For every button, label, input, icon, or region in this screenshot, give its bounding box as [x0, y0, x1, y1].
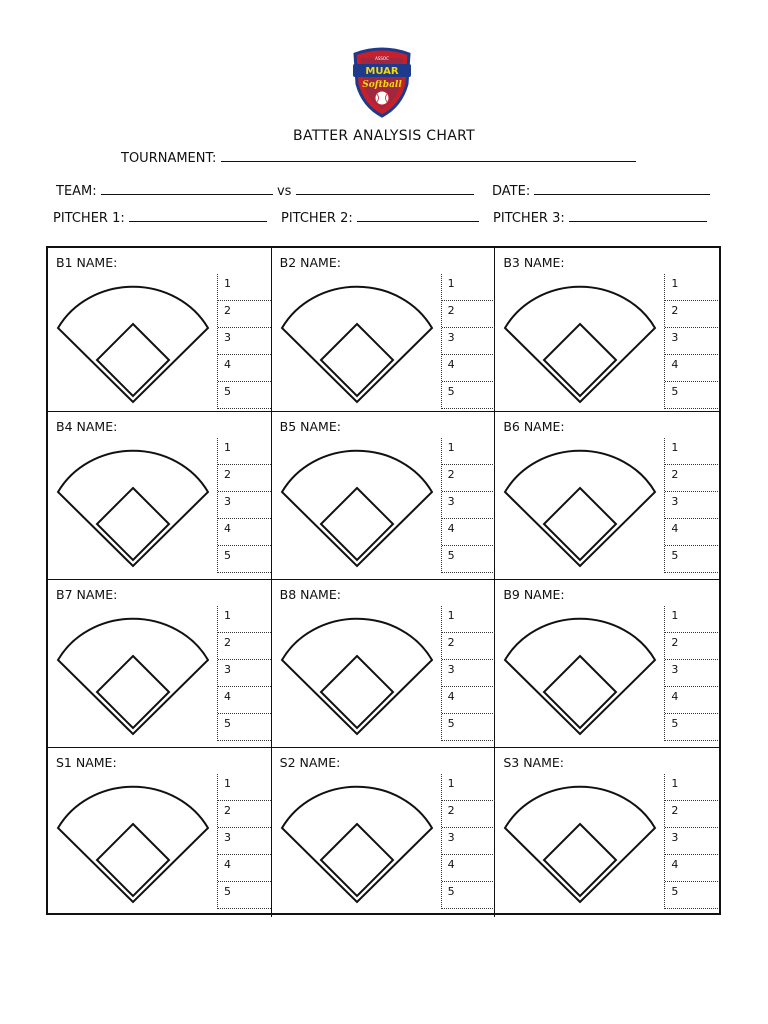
at-bat-box[interactable]: 2: [218, 301, 271, 328]
pitcher3-label: PITCHER 3:: [493, 211, 565, 226]
team-label: TEAM:: [56, 184, 97, 199]
at-bat-box[interactable]: 4: [665, 687, 718, 714]
pitcher3-field[interactable]: [569, 210, 707, 222]
batter-name-label: B7 NAME:: [56, 587, 118, 602]
svg-text:Softball: Softball: [362, 80, 402, 90]
batter-name-label: B4 NAME:: [56, 419, 118, 434]
at-bat-boxes: [441, 774, 495, 909]
at-bat-box[interactable]: 5: [442, 546, 495, 573]
at-bat-boxes: [217, 606, 271, 741]
at-bat-box[interactable]: 3: [665, 492, 718, 519]
batter-cell: [48, 412, 272, 580]
batter-name-label: S2 NAME:: [279, 755, 341, 770]
team-field[interactable]: [101, 183, 273, 195]
at-bat-boxes: [217, 274, 271, 409]
softball-diamond-diagram[interactable]: [54, 278, 212, 404]
batter-cell: [495, 580, 719, 748]
at-bat-box[interactable]: 4: [218, 687, 271, 714]
at-bat-boxes: [441, 438, 495, 573]
pitcher2-label: PITCHER 2:: [281, 211, 353, 226]
softball-diamond-diagram[interactable]: [501, 778, 659, 904]
batter-name-label: B3 NAME:: [503, 255, 565, 270]
at-bat-box[interactable]: 4: [442, 687, 495, 714]
date-field[interactable]: [534, 183, 710, 195]
at-bat-boxes: [441, 606, 495, 741]
at-bat-box[interactable]: 4: [665, 519, 718, 546]
batter-cell: [48, 580, 272, 748]
at-bat-box[interactable]: 5: [665, 882, 718, 909]
batter-cell: [48, 748, 272, 917]
at-bat-box[interactable]: 1: [218, 274, 271, 301]
batter-cell: [272, 248, 496, 412]
at-bat-box[interactable]: 3: [665, 828, 718, 855]
at-bat-box[interactable]: 3: [218, 660, 271, 687]
batter-cell: [272, 748, 496, 917]
at-bat-box[interactable]: 2: [442, 301, 495, 328]
at-bat-box[interactable]: 5: [218, 714, 271, 741]
at-bat-box[interactable]: 4: [442, 355, 495, 382]
at-bat-box[interactable]: 1: [442, 438, 495, 465]
batter-name-label: S3 NAME:: [503, 755, 564, 770]
softball-diamond-diagram[interactable]: [278, 778, 436, 904]
at-bat-box[interactable]: 1: [218, 774, 271, 801]
softball-diamond-diagram[interactable]: [501, 278, 659, 404]
batter-name-label: B5 NAME:: [279, 419, 341, 434]
batter-name-label: B8 NAME:: [279, 587, 341, 602]
vs-label: vs: [276, 184, 292, 199]
at-bat-box[interactable]: 1: [665, 774, 718, 801]
at-bat-box[interactable]: 4: [218, 355, 271, 382]
at-bat-boxes: [664, 774, 718, 909]
at-bat-box[interactable]: 3: [218, 828, 271, 855]
page-title: BATTER ANALYSIS CHART: [293, 128, 475, 144]
at-bat-box[interactable]: 4: [665, 855, 718, 882]
at-bat-box[interactable]: 1: [442, 274, 495, 301]
pitcher1-line: [53, 210, 267, 226]
team-line: [56, 183, 474, 199]
at-bat-boxes: [664, 438, 718, 573]
tournament-line: [121, 150, 636, 166]
date-line: [492, 183, 710, 199]
batter-cell: [495, 748, 719, 917]
at-bat-box[interactable]: 1: [218, 438, 271, 465]
at-bat-box[interactable]: 1: [665, 438, 718, 465]
batter-cell: [495, 248, 719, 412]
at-bat-box[interactable]: 2: [218, 633, 271, 660]
date-label: DATE:: [492, 184, 531, 199]
batter-name-label: B2 NAME:: [279, 255, 341, 270]
at-bat-box[interactable]: 1: [665, 274, 718, 301]
at-bat-box[interactable]: 5: [218, 382, 271, 409]
at-bat-boxes: [664, 274, 718, 409]
at-bat-box[interactable]: 1: [442, 606, 495, 633]
at-bat-box[interactable]: 3: [442, 492, 495, 519]
at-bat-box[interactable]: 2: [218, 465, 271, 492]
at-bat-box[interactable]: 3: [442, 828, 495, 855]
softball-diamond-diagram[interactable]: [54, 610, 212, 736]
pitcher3-line: [493, 210, 707, 226]
at-bat-boxes: [441, 274, 495, 409]
at-bat-box[interactable]: 4: [218, 519, 271, 546]
muar-softball-logo: [349, 46, 415, 118]
pitcher2-line: [281, 210, 479, 226]
batter-cell: [495, 412, 719, 580]
pitcher2-field[interactable]: [357, 210, 479, 222]
at-bat-box[interactable]: 5: [665, 546, 718, 573]
at-bat-boxes: [664, 606, 718, 741]
at-bat-box[interactable]: 3: [442, 660, 495, 687]
at-bat-box[interactable]: 2: [218, 801, 271, 828]
svg-text:ASSOC: ASSOC: [375, 56, 389, 61]
softball-diamond-diagram[interactable]: [278, 442, 436, 568]
at-bat-box[interactable]: 2: [442, 801, 495, 828]
at-bat-box[interactable]: 4: [218, 855, 271, 882]
softball-diamond-diagram[interactable]: [54, 778, 212, 904]
at-bat-box[interactable]: 3: [442, 328, 495, 355]
at-bat-box[interactable]: 3: [218, 492, 271, 519]
softball-diamond-diagram[interactable]: [54, 442, 212, 568]
softball-diamond-diagram[interactable]: [501, 442, 659, 568]
at-bat-box[interactable]: 3: [665, 328, 718, 355]
tournament-field[interactable]: [221, 150, 636, 162]
at-bat-box[interactable]: 4: [665, 355, 718, 382]
at-bat-box[interactable]: 1: [442, 774, 495, 801]
at-bat-box[interactable]: 5: [218, 546, 271, 573]
pitcher1-field[interactable]: [129, 210, 267, 222]
batter-name-label: S1 NAME:: [56, 755, 117, 770]
at-bat-box[interactable]: 2: [665, 465, 718, 492]
svg-text:MUAR: MUAR: [365, 66, 399, 77]
at-bat-boxes: [217, 774, 271, 909]
at-bat-box[interactable]: 5: [442, 382, 495, 409]
at-bat-box[interactable]: 1: [218, 606, 271, 633]
softball-diamond-diagram[interactable]: [278, 278, 436, 404]
at-bat-box[interactable]: 5: [665, 382, 718, 409]
at-bat-boxes: [217, 438, 271, 573]
at-bat-box[interactable]: 2: [665, 633, 718, 660]
batter-name-label: B6 NAME:: [503, 419, 565, 434]
batter-name-label: B9 NAME:: [503, 587, 565, 602]
at-bat-box[interactable]: 5: [218, 882, 271, 909]
tournament-label: TOURNAMENT:: [121, 151, 217, 166]
at-bat-box[interactable]: 2: [665, 301, 718, 328]
softball-diamond-diagram[interactable]: [501, 610, 659, 736]
at-bat-box[interactable]: 2: [442, 465, 495, 492]
at-bat-box[interactable]: 5: [442, 714, 495, 741]
batter-grid: [46, 246, 721, 915]
opponent-field[interactable]: [296, 183, 474, 195]
batter-cell: [272, 412, 496, 580]
batter-name-label: B1 NAME:: [56, 255, 118, 270]
at-bat-box[interactable]: 3: [218, 328, 271, 355]
batter-cell: [48, 248, 272, 412]
at-bat-box[interactable]: 3: [665, 660, 718, 687]
batter-cell: [272, 580, 496, 748]
at-bat-box[interactable]: 2: [442, 633, 495, 660]
softball-diamond-diagram[interactable]: [278, 610, 436, 736]
at-bat-box[interactable]: 1: [665, 606, 718, 633]
at-bat-box[interactable]: 4: [442, 855, 495, 882]
at-bat-box[interactable]: 5: [442, 882, 495, 909]
at-bat-box[interactable]: 2: [665, 801, 718, 828]
at-bat-box[interactable]: 4: [442, 519, 495, 546]
at-bat-box[interactable]: 5: [665, 714, 718, 741]
pitcher1-label: PITCHER 1:: [53, 211, 125, 226]
